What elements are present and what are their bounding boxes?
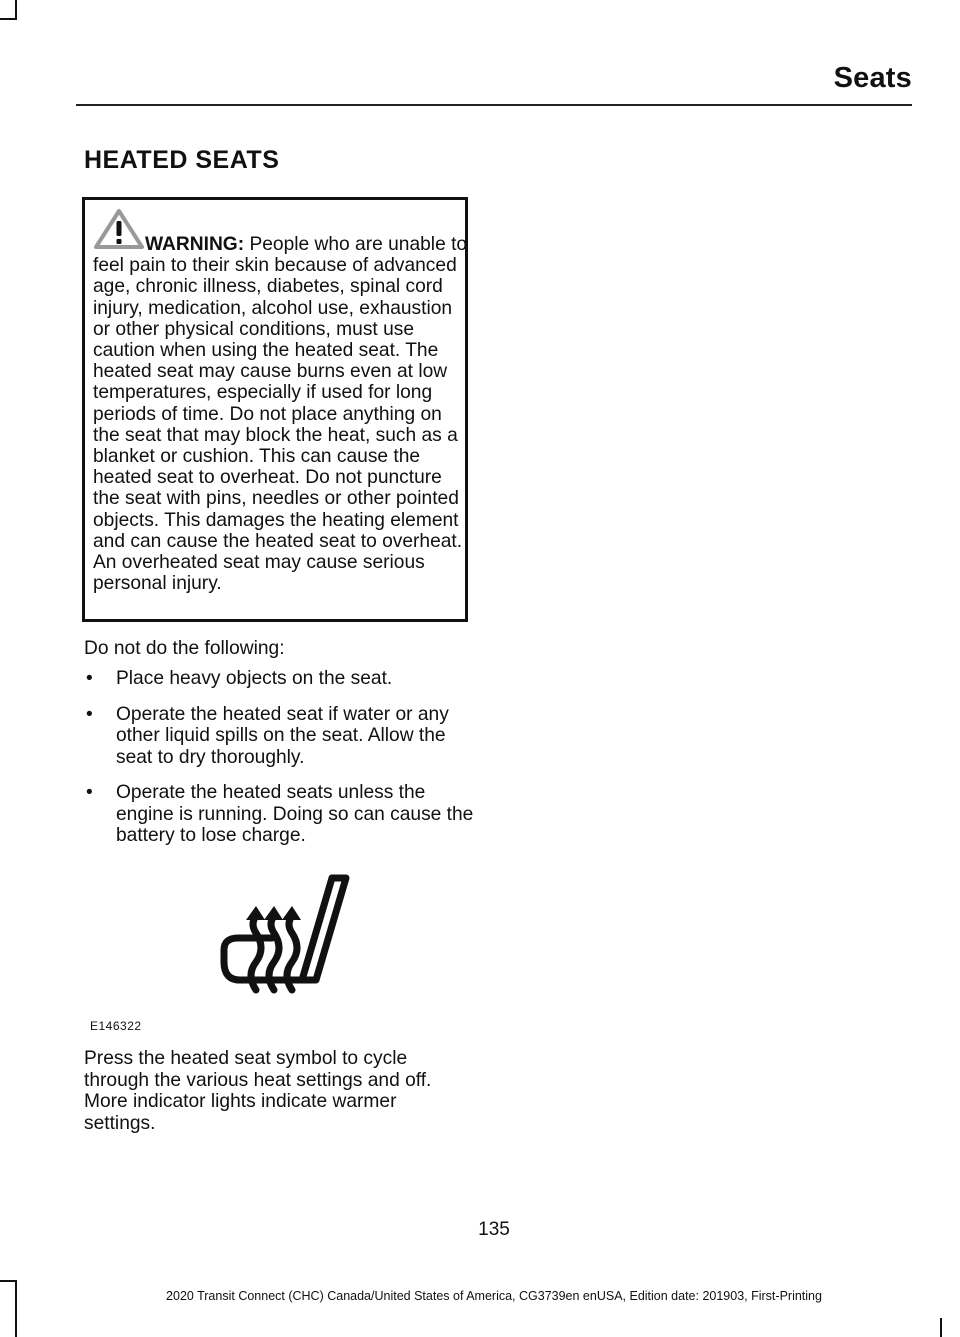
bullet-icon: • — [86, 668, 93, 689]
footer-text: 2020 Transit Connect (CHC) Canada/United States of America, CG3739en enUSA, Edition date: 201903, First-Printing — [166, 1289, 822, 1303]
crop-mark-top-left-v — [15, 0, 17, 20]
crop-mark-top-left-h — [0, 18, 17, 20]
bullet-icon: • — [86, 703, 93, 725]
warning-body: People who are unable to feel pain to their skin because of advanced age, chronic illness, diabetes, spinal cord injury, medication, alcohol use, exhaustion or other physical conditions, must use caution when using the heated seat. The heated seat may cause burns even at low temperatures, especially if used for long periods of time. Do not place anything on the seat that may block the heat, such as a blanket or cushion. This can cause the heated seat to overheat. Do not puncture the seat with pins, needles or other pointed objects. This damages the heating element and can cause the heated seat to overheat. An overheated seat may cause serious personal injury. — [93, 234, 468, 595]
warning-label: WARNING: — [145, 234, 245, 255]
intro-text: Do not do the following: — [84, 638, 285, 659]
page-title: HEATED SEATS — [84, 146, 280, 174]
list-item-text: Place heavy objects on the seat. — [116, 668, 393, 689]
crop-mark-bottom-left-h — [0, 1280, 17, 1282]
bullet-icon: • — [86, 782, 93, 803]
crop-mark-bottom-right-v — [940, 1318, 942, 1337]
warning-text — [93, 234, 469, 594]
list-item — [84, 782, 476, 847]
list-item — [84, 704, 476, 769]
page-number: 135 — [478, 1219, 510, 1240]
section-header: Seats — [833, 62, 912, 94]
heated-seat-icon — [210, 870, 360, 995]
bullet-list — [84, 668, 476, 861]
header-divider — [76, 104, 912, 106]
instruction-text: Press the heated seat symbol to cycle through the various heat settings and off. More indicator lights indicate warmer settings. — [84, 1048, 432, 1134]
figure-code: E146322 — [90, 1019, 142, 1033]
list-item-text: Operate the heated seats unless the engine is running. Doing so can cause the battery to lose charge. — [116, 782, 474, 846]
list-item-text: Operate the heated seat if water or any other liquid spills on the seat. Allow the seat to dry thoroughly. — [116, 703, 449, 768]
list-item — [84, 668, 476, 690]
warning-box — [82, 197, 468, 622]
